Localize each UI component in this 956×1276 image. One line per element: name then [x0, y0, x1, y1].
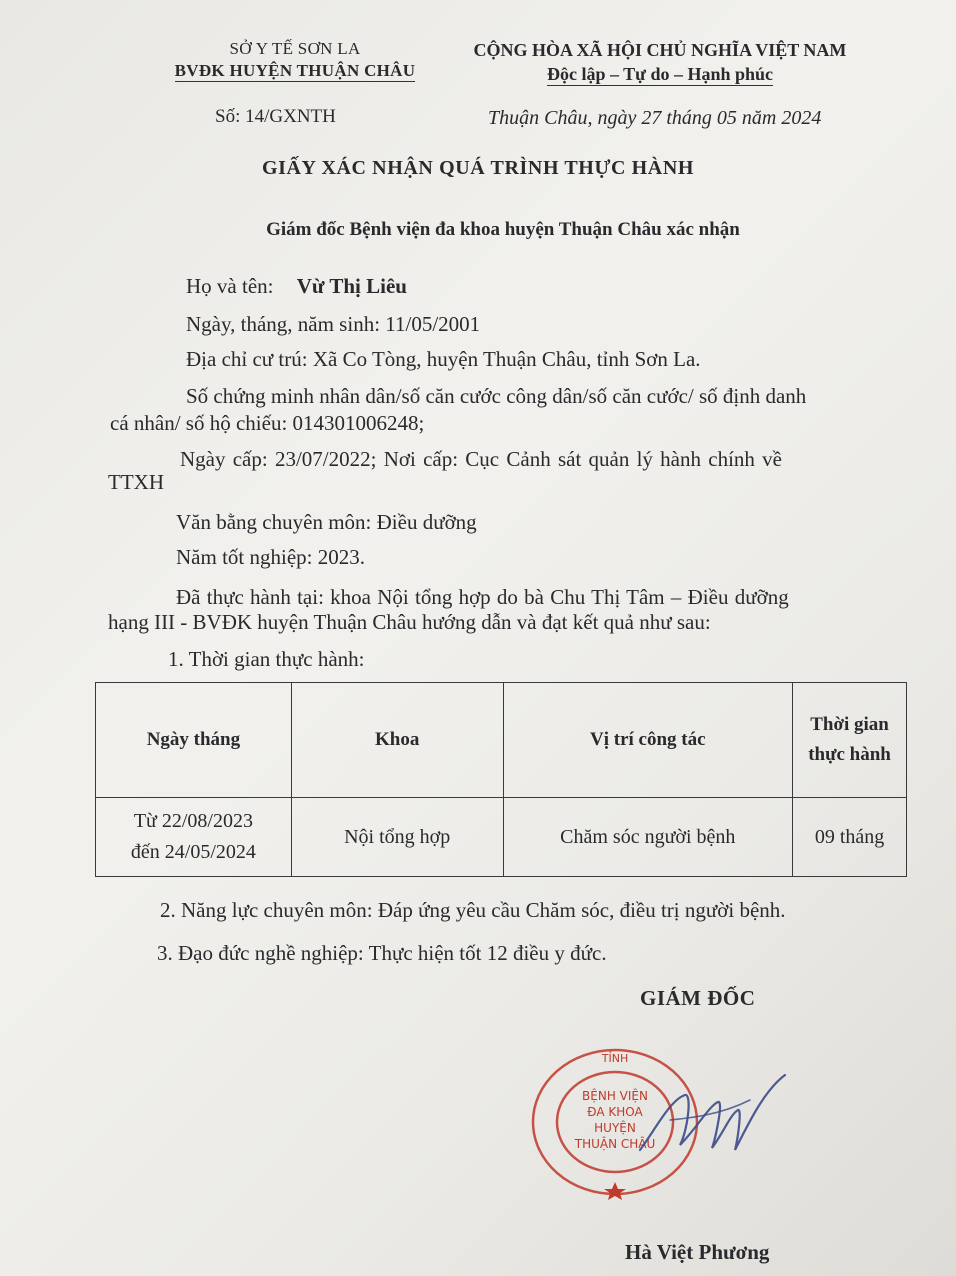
- national-title: CỘNG HÒA XÃ HỘI CHỦ NGHĨA VIỆT NAM: [473, 40, 847, 60]
- col-header-position: Vị trí công tác: [503, 683, 793, 798]
- director-signature: [600, 1060, 790, 1180]
- stamp-ring-text: TỈNH: [601, 1052, 629, 1065]
- cell-date-to: đến 24/05/2024: [130, 841, 256, 863]
- national-motto: Độc lập – Tự do – Hạnh phúc: [546, 64, 774, 84]
- issuer-header: [150, 38, 440, 82]
- graduation-row: Năm tốt nghiệp: 2023.: [176, 545, 365, 569]
- name-label: Họ và tên:: [186, 274, 274, 298]
- stamp-line2: ĐA KHOA: [587, 1105, 643, 1119]
- practice-table: [95, 682, 907, 877]
- signatory-name: Hà Việt Phương: [625, 1240, 770, 1264]
- place-date: Thuận Châu, ngày 27 tháng 05 năm 2024: [488, 107, 822, 129]
- degree-row: Văn bằng chuyên môn: Điều dưỡng: [176, 510, 477, 534]
- cell-date-from: Từ 22/08/2023: [133, 810, 253, 832]
- national-header: [445, 38, 875, 86]
- id-row-line1: Số chứng minh nhân dân/số căn cước công dân/số căn cước/ số định danh: [186, 384, 807, 408]
- table-header-row: [96, 683, 907, 798]
- col-header-department: Khoa: [291, 683, 503, 798]
- section-ethics: 3. Đạo đức nghề nghiệp: Thực hiện tốt 12 điều y đức.: [157, 941, 607, 965]
- name-value: Vừ Thị Liêu: [296, 274, 407, 298]
- stamp-line1: BỆNH VIỆN: [582, 1089, 648, 1103]
- cell-duration: 09 tháng: [793, 798, 907, 877]
- cell-department: Nội tổng hợp: [291, 798, 503, 877]
- cell-position: Chăm sóc người bệnh: [503, 798, 793, 877]
- practice-row-line2: hạng III - BVĐK huyện Thuận Châu hướng dẫn và đạt kết quả như sau:: [108, 610, 711, 634]
- table-row: [96, 798, 907, 877]
- practice-row-line1: Đã thực hành tại: khoa Nội tổng hợp do bà Chu Thị Tâm – Điều dưỡng: [176, 585, 789, 609]
- dob-row: Ngày, tháng, năm sinh: 11/05/2001: [186, 312, 481, 336]
- issuer-hospital: BVĐK HUYỆN THUẬN CHÂU: [174, 61, 416, 80]
- document-subtitle: Giám đốc Bệnh viện đa khoa huyện Thuận Châu xác nhận: [266, 219, 740, 240]
- stamp-line4: THUẬN CHÂU: [574, 1137, 656, 1151]
- address-row: Địa chỉ cư trú: Xã Co Tòng, huyện Thuận Châu, tỉnh Sơn La.: [186, 347, 701, 371]
- issue-row-line1: Ngày cấp: 23/07/2022; Nơi cấp: Cục Cảnh sát quản lý hành chính về: [180, 447, 782, 471]
- section-competence: 2. Năng lực chuyên môn: Đáp ứng yêu cầu Chăm sóc, điều trị người bệnh.: [160, 898, 786, 922]
- name-row: [186, 274, 407, 299]
- stamp-line3: HUYỆN: [594, 1121, 636, 1135]
- issuer-department: SỞ Y TẾ SƠN LA: [229, 39, 361, 58]
- document-title: GIẤY XÁC NHẬN QUÁ TRÌNH THỰC HÀNH: [261, 157, 695, 179]
- issue-row-line2: TTXH: [108, 470, 164, 494]
- document-number: Số: 14/GXNTH: [215, 106, 336, 127]
- id-row-line2: cá nhân/ số hộ chiếu: 014301006248;: [110, 411, 425, 435]
- cell-date: [96, 798, 292, 877]
- section-practice-time: 1. Thời gian thực hành:: [168, 647, 365, 671]
- col-header-duration: Thời gian thực hành: [793, 683, 907, 798]
- col-header-date: Ngày tháng: [96, 683, 292, 798]
- signatory-title: GIÁM ĐỐC: [640, 986, 756, 1010]
